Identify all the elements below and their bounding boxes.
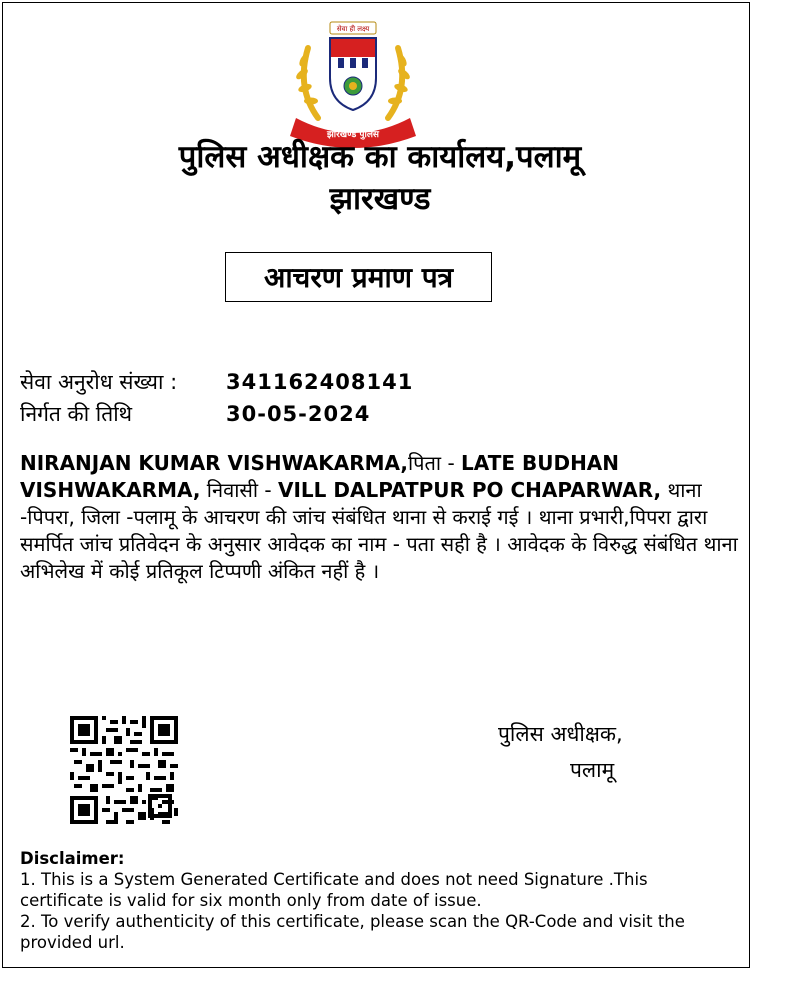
father-label: पिता - [407, 451, 462, 475]
body-statement: थाना -पिपरा, जिला -पलामू के आचरण की जांच संबंधित थाना से कराई गई । थाना प्रभारी,पिपरा द्वारा समर्पित जांच प्रतिवेदन के अनुसार आवेदक का नाम - पता सही है । आवेदक के विरुद्ध संबंधित थाना अभिलेख में कोई प्रतिकूल टिप्पणी अंकित नहीं है । [20, 478, 738, 583]
request-number-value: 341162408141 [226, 370, 414, 394]
signature-block [498, 716, 623, 788]
certificate-body [20, 450, 744, 585]
applicant-name: NIRANJAN KUMAR VISHWAKARMA, [20, 451, 408, 475]
disclaimer-heading: Disclaimer: [20, 849, 125, 868]
disclaimer-item-2: 2. To verify authenticity of this certificate, please scan the QR-Code and visit the provided url. [20, 912, 685, 952]
certificate-meta [20, 366, 413, 430]
signature-designation: पुलिस अधीक्षक, [498, 722, 623, 746]
jharkhand-police-emblem-icon [278, 18, 428, 148]
disclaimer-item-1: 1. This is a System Generated Certificate and does not need Signature .This certificate is valid for six month only from date of issue. [20, 870, 648, 910]
resident-label: निवासी - [200, 478, 279, 502]
issue-date-label: निर्गत की तिथि [20, 402, 133, 426]
issue-date-row [20, 398, 413, 430]
qr-code-icon [70, 716, 178, 824]
request-number-label: सेवा अनुरोध संख्या : [20, 370, 178, 394]
emblem-ribbon-text: झारखण्ड पुलिस [326, 130, 380, 140]
signature-district: पलामू [570, 758, 615, 782]
disclaimer [20, 848, 720, 953]
certificate-title: आचरण प्रमाण पत्र [225, 252, 492, 302]
office-title-line1: पुलिस अधीक्षक का कार्यालय,पलामू [178, 139, 582, 175]
emblem-motto: सेवा ही लक्ष्य [336, 25, 370, 33]
office-title-line2: झारखण्ड [329, 181, 431, 217]
applicant-address: VILL DALPATPUR PO CHAPARWAR, [278, 478, 662, 502]
office-title [40, 136, 720, 220]
request-number-row [20, 366, 413, 398]
issue-date-value: 30-05-2024 [226, 402, 371, 426]
father-name: LATE BUDHAN VISHWAKARMA, [20, 451, 620, 502]
